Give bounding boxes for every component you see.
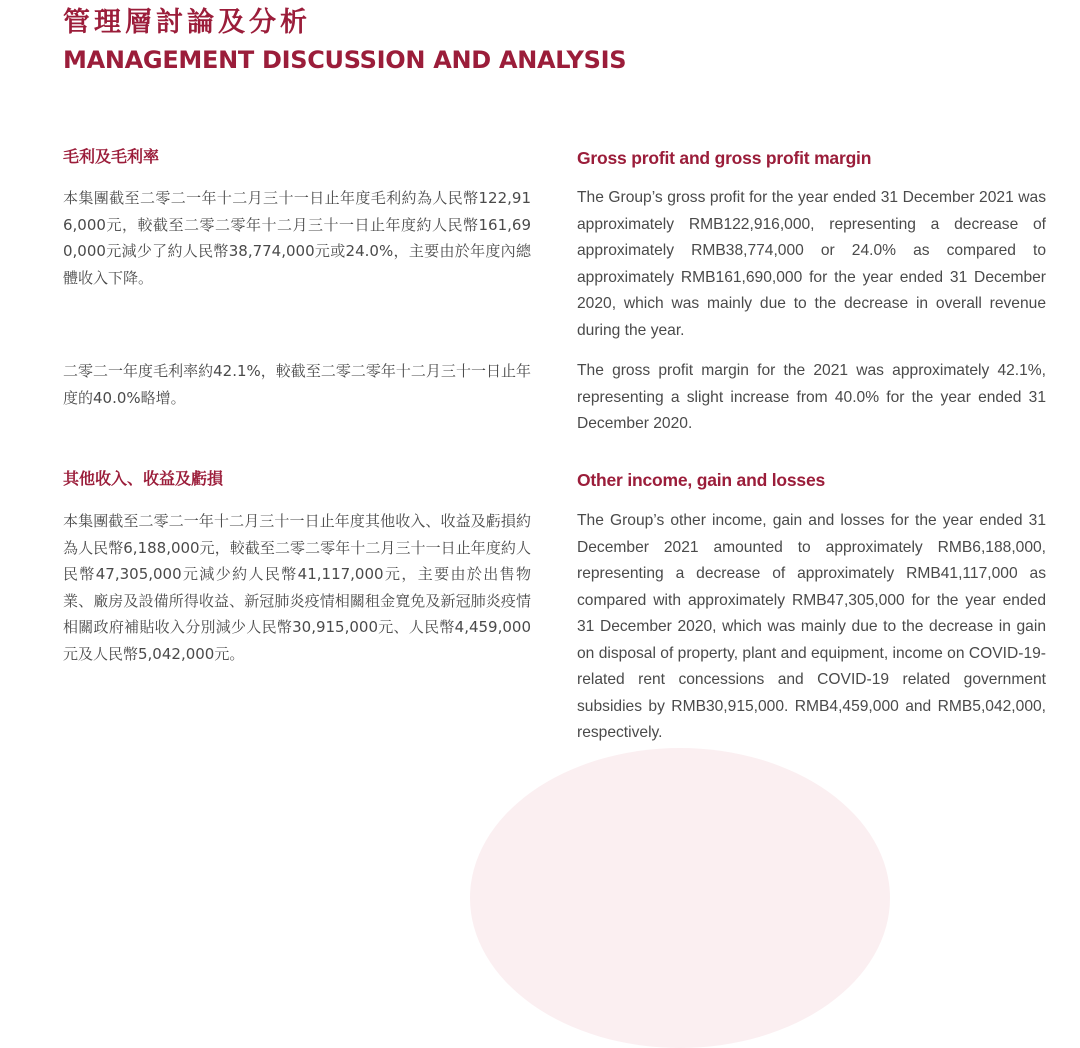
paragraph-gross-margin-en: The gross profit margin for the 2021 was approximately 42.1%, representing a slight increase from 40.0% for the year ended 31 December 2020. [577, 362, 1046, 432]
paragraph-other-income-en: The Group’s other income, gain and losses for the year ended 31 December 2021 amounted to approximately RMB6,188,000, representing a decrease of approximately RMB41,117,000 as compared with approximately RMB47,305,000 for the year ended 31 December 2020, which was mainly due to the decrease in gain on disposal of property, plant and equipment, income on COVID-19-related rent concessions and COVID-19 related government subsidies by RMB30,915,000. RMB4,459,000 and RMB5,042,000, respectively. [577, 512, 1046, 741]
section-heading-other-income-zh: 其他收入、收益及虧損 [63, 469, 224, 488]
paragraph-gross-margin-zh: 二零二一年度毛利率約42.1%，較截至二零二零年十二月三十一日止年度的40.0%略增。 [63, 362, 531, 407]
section-heading-gross-profit-en: Gross profit and gross profit margin [577, 148, 872, 168]
paragraph-gross-profit-zh: 本集團截至二零二一年十二月三十一日止年度毛利約為人民幣122,916,000元，較截至二零二零年十二月三十一日止年度約人民幣161,690,000元減少了約人民幣38,774,000元或24.0%，主要由於年度內總體收入下降。 [63, 189, 531, 287]
paragraph-other-income-zh: 本集團截至二零二一年十二月三十一日止年度其他收入、收益及虧損約為人民幣6,188,000元，較截至二零二零年十二月三十一日止年度約人民幣47,305,000元減少約人民幣41,117,000元，主要由於出售物業、廠房及設備所得收益、新冠肺炎疫情相關租金寬免及新冠肺炎疫情相關政府補貼收入分別減少人民幣30,915,000元、人民幣4,459,000元及人民幣5,042,000元。 [63, 512, 531, 663]
page-title-english: MANAGEMENT DISCUSSION AND ANALYSIS [63, 46, 627, 74]
page-title-chinese: 管理層討論及分析 [63, 7, 311, 38]
paragraph-gross-profit-en: The Group’s gross profit for the year ended 31 December 2021 was approximately RMB122,916,000, representing a decrease of approximately RMB38,774,000 or 24.0% as compared to approximately RMB161,690,000 for the year ended 31 December 2020, which was mainly due to the decrease in overall revenue during the year. [577, 189, 1046, 339]
decorative-background-shape [470, 748, 890, 1048]
section-heading-other-income-en: Other income, gain and losses [577, 470, 826, 490]
section-heading-gross-profit-zh: 毛利及毛利率 [63, 147, 160, 166]
